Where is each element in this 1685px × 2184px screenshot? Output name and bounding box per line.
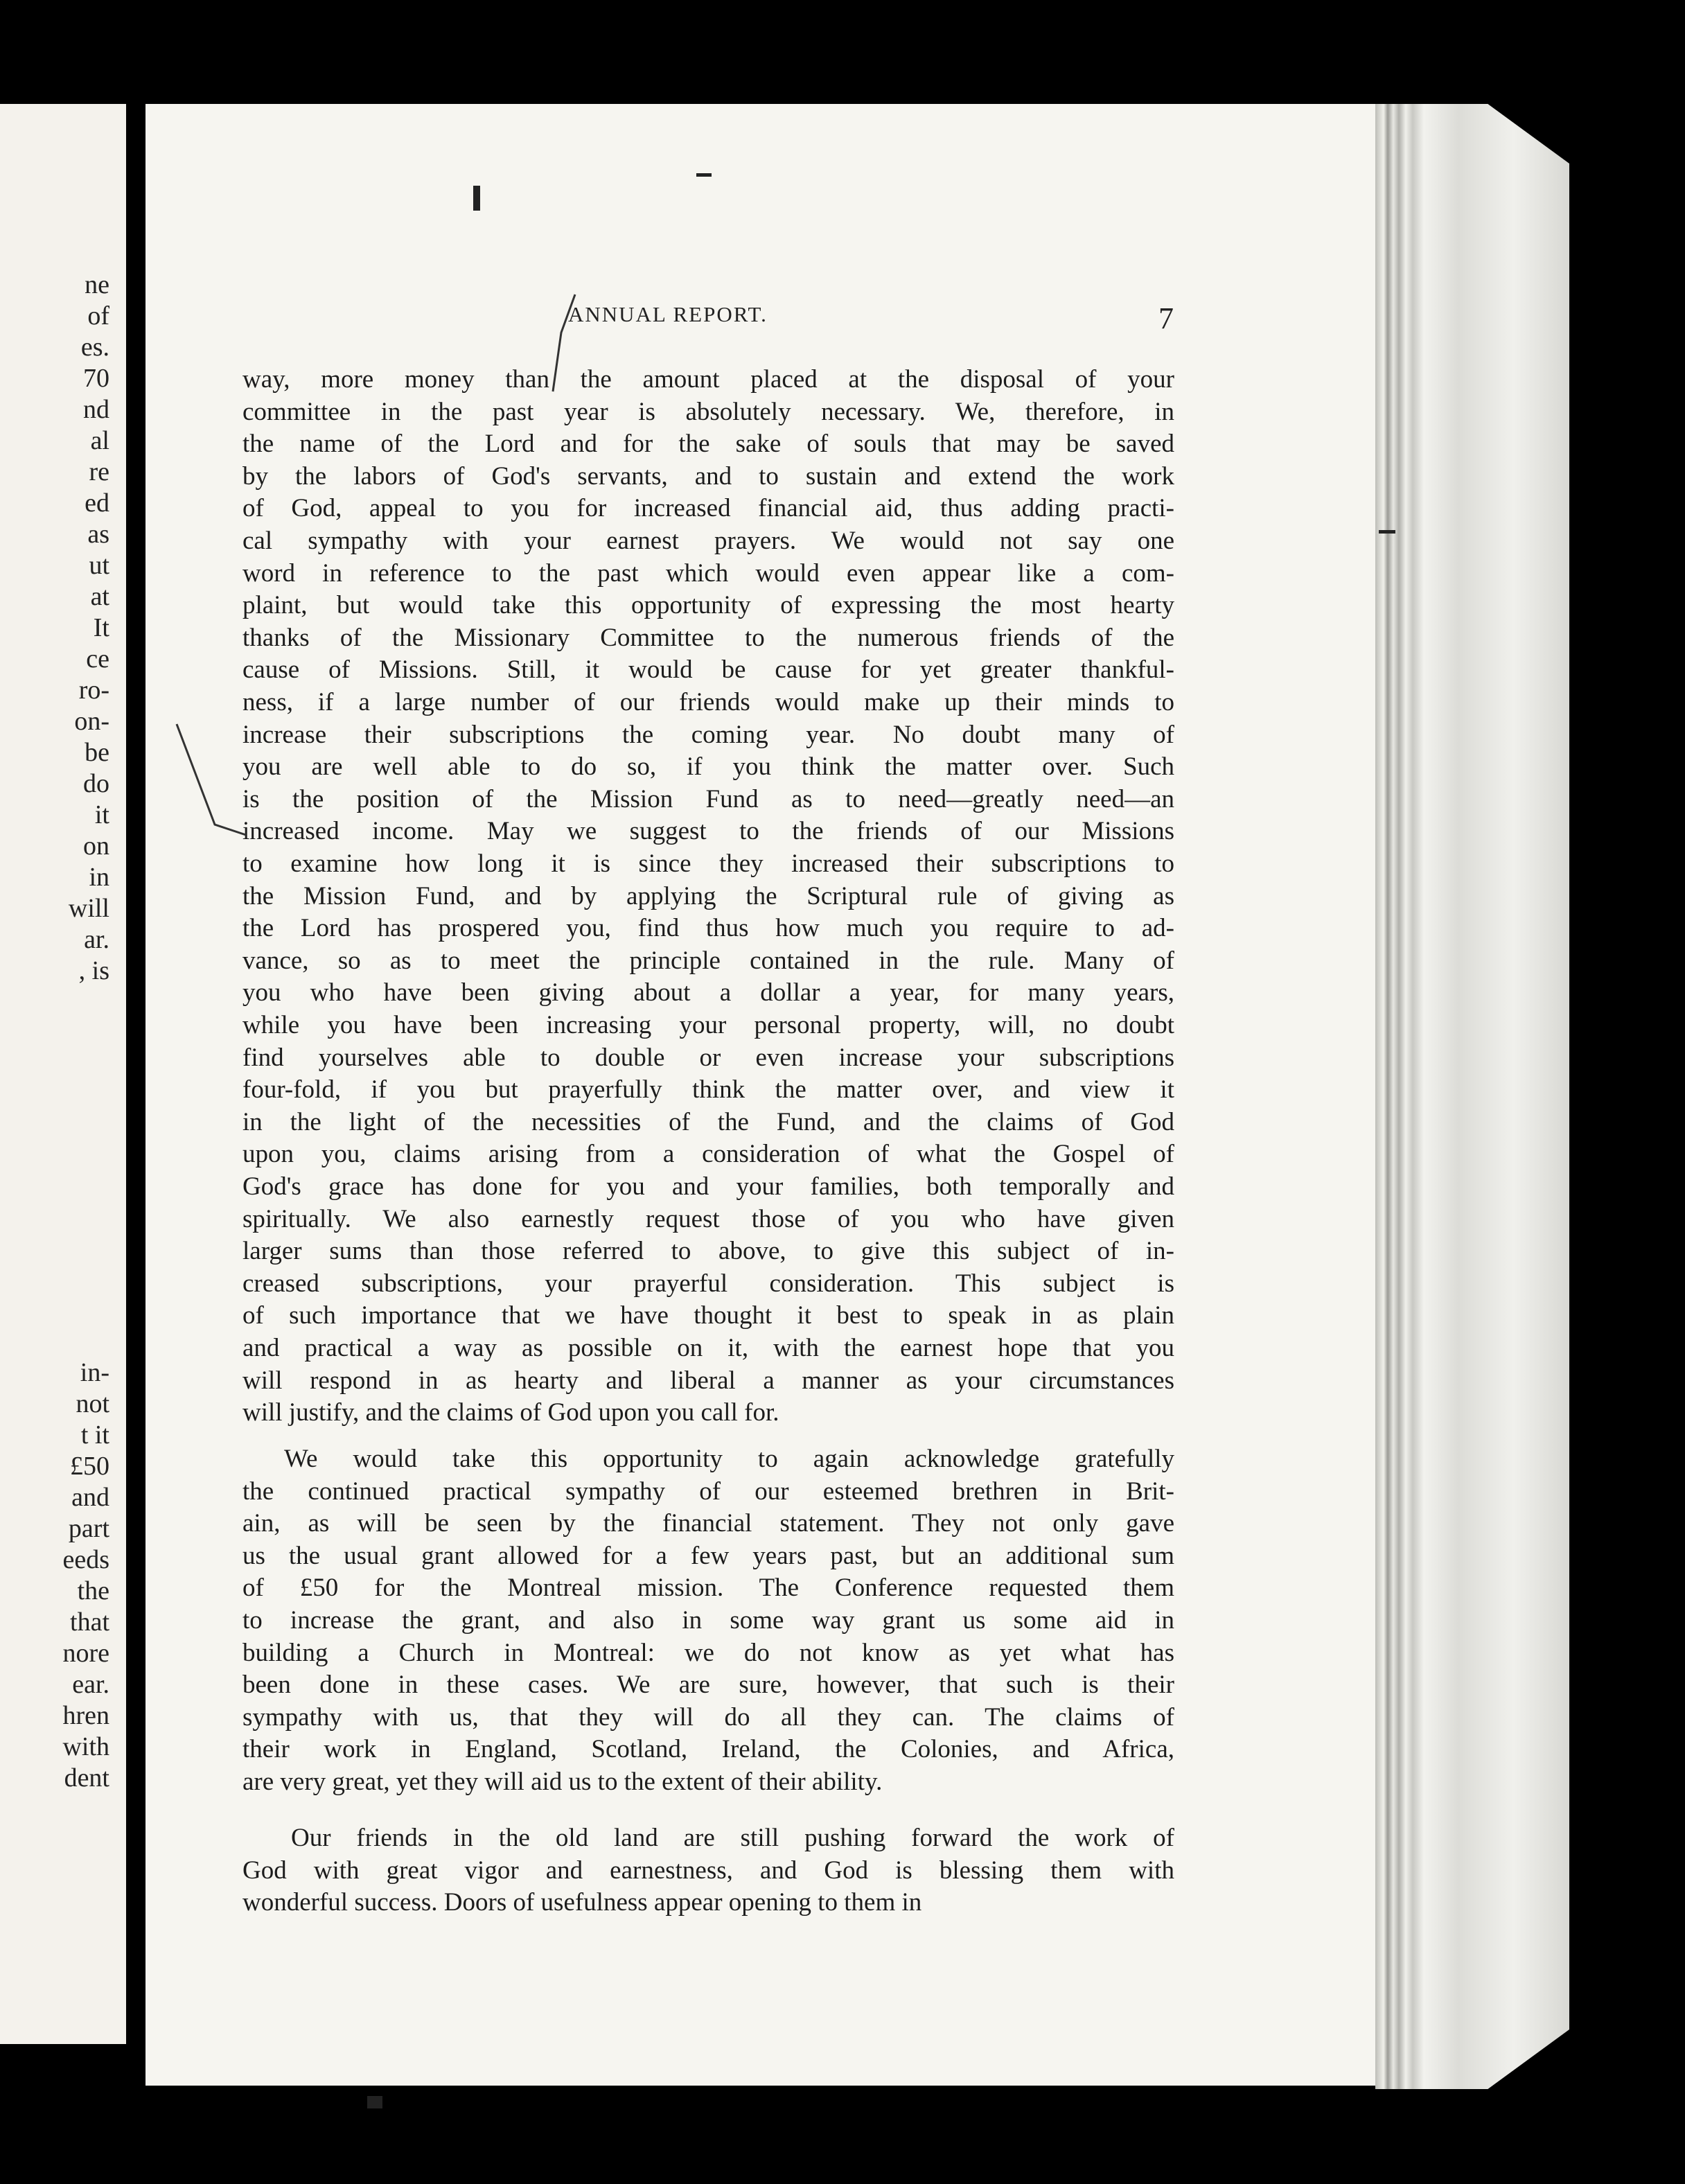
text-line: find yourselves able to double or even increase your subscriptions: [242, 1043, 1174, 1072]
book-gutter: [126, 97, 145, 2037]
text-line: way, more money than the amount placed at the disposal of your: [242, 365, 1174, 394]
fragment-line: re: [89, 457, 109, 486]
fragment-line: t it: [80, 1420, 109, 1450]
text-line: word in reference to the past which would even appear like a com-: [242, 558, 1174, 588]
fragment-line: dent: [64, 1763, 109, 1793]
fragment-line: not: [76, 1389, 109, 1418]
text-line: of God, appeal to you for increased financial aid, thus adding practi-: [242, 494, 1174, 523]
ink-mark: [696, 173, 712, 177]
text-line: wonderful success. Doors of usefulness appear opening to them in: [242, 1888, 922, 1917]
text-line: been done in these cases. We are sure, however, that such is their: [242, 1671, 1174, 1700]
text-line: the Lord has prospered you, find thus how much you require to ad-: [242, 914, 1174, 943]
fragment-line: al: [90, 426, 109, 455]
fragment-line: £50: [70, 1452, 109, 1481]
fragment-line: will: [68, 894, 109, 923]
text-line: larger sums than those referred to above, to give this subject of in-: [242, 1237, 1174, 1266]
text-line: of £50 for the Montreal mission. The Conference requested them: [242, 1574, 1174, 1603]
text-line: ness, if a large number of our friends would make up their minds to: [242, 688, 1174, 716]
text-line: the continued practical sympathy of our esteemed brethren in Brit-: [242, 1477, 1174, 1506]
text-line: ain, as will be seen by the financial statement. They not only gave: [242, 1509, 1174, 1538]
text-line: of such importance that we have thought it best to speak in as plain: [242, 1301, 1174, 1330]
fragment-line: on: [83, 831, 109, 861]
ink-mark: [473, 186, 480, 211]
fragment-line: on-: [74, 707, 109, 736]
fragment-line: It: [93, 613, 109, 642]
fragment-line: it: [94, 800, 109, 829]
text-line: the name of the Lord and for the sake of souls that may be saved: [242, 430, 1174, 459]
text-line: you are well able to do so, if you think the matter over. Such: [242, 752, 1174, 782]
text-line: their work in England, Scotland, Ireland, the Colonies, and Africa,: [242, 1735, 1174, 1764]
fragment-line: es.: [80, 333, 109, 362]
header-pencil-mark: [547, 291, 582, 395]
text-line: while you have been increasing your personal property, will, no doubt: [242, 1011, 1174, 1039]
text-line: to examine how long it is since they increased their subscriptions to: [242, 849, 1174, 878]
text-line: thanks of the Missionary Committee to the numerous friends of the: [242, 623, 1174, 652]
fragment-line: ro-: [78, 676, 109, 705]
text-line: creased subscriptions, your prayerful consideration. This subject is: [242, 1269, 1174, 1298]
fragment-line: 70: [83, 364, 109, 393]
text-line: sympathy with us, that they will do all they can. The claims of: [242, 1702, 1174, 1732]
text-line: in the light of the necessities of the Fund, and the claims of God: [242, 1107, 1174, 1136]
fragment-line: nd: [83, 395, 109, 424]
text-line: cal sympathy with your earnest prayers. We would not say one: [242, 527, 1174, 555]
fragment-line: nore: [62, 1639, 109, 1668]
text-line: the Mission Fund, and by applying the Scriptural rule of giving as: [242, 881, 1174, 910]
fragment-line: , is: [78, 956, 109, 985]
text-line: building a Church in Montreal: we do not know as yet what has: [242, 1638, 1174, 1667]
text-line: Our friends in the old land are still pushing forward the work of: [291, 1824, 1174, 1852]
fragment-line: in: [89, 863, 109, 892]
fragment-line: and: [71, 1483, 109, 1512]
fragment-line: as: [87, 520, 109, 549]
fragment-line: of: [87, 301, 109, 331]
text-line: plaint, but would take this opportunity of expressing the most hearty: [242, 591, 1174, 620]
ink-mark: [1379, 530, 1395, 534]
text-line: you who have been giving about a dollar a year, for many years,: [242, 978, 1174, 1007]
fragment-line: part: [68, 1514, 109, 1543]
running-head: ANNUAL REPORT.: [568, 302, 768, 326]
text-line: are very great, yet they will aid us to the extent of their ability.: [242, 1768, 883, 1796]
text-line: by the labors of God's servants, and to sustain and extend the work: [242, 461, 1174, 491]
fragment-line: in-: [80, 1358, 109, 1387]
fragment-line: that: [70, 1608, 109, 1637]
text-line: vance, so as to meet the principle contained in the rule. Many of: [242, 946, 1174, 975]
text-line: upon you, claims arising from a consideration of what the Gospel of: [242, 1140, 1174, 1169]
text-line: committee in the past year is absolutely necessary. We, therefore, in: [242, 397, 1174, 426]
fragment-line: do: [83, 769, 109, 798]
text-line: We would take this opportunity to again acknowledge gratefully: [284, 1445, 1174, 1473]
fragment-line: ce: [86, 644, 109, 673]
text-line: will justify, and the claims of God upon you call for.: [242, 1398, 779, 1427]
fragment-line: ne: [85, 270, 109, 299]
text-line: four-fold, if you but prayerfully think the matter over, and view it: [242, 1075, 1174, 1104]
margin-pencil-mark: [173, 721, 249, 845]
fragment-line: hren: [62, 1701, 109, 1730]
text-line: to increase the grant, and also in some way grant us some aid in: [242, 1606, 1174, 1635]
fragment-line: ear.: [72, 1670, 109, 1699]
previous-page-fragment: [0, 104, 126, 2044]
text-line: cause of Missions. Still, it would be cause for yet greater thankful-: [242, 655, 1174, 685]
text-line: will respond in as hearty and liberal a manner as your circumstances: [242, 1366, 1174, 1395]
fragment-line: eeds: [62, 1545, 109, 1574]
text-line: increased income. May we suggest to the friends of our Missions: [242, 817, 1174, 846]
fragment-line: ed: [85, 488, 109, 518]
text-line: increase their subscriptions the coming year. No doubt many of: [242, 720, 1174, 749]
text-line: God's grace has done for you and your families, both temporally and: [242, 1172, 1174, 1201]
text-line: us the usual grant allowed for a few years past, but an additional sum: [242, 1541, 1174, 1570]
text-line: is the position of the Mission Fund as to need—greatly need—an: [242, 784, 1174, 813]
ink-mark: [367, 2096, 382, 2108]
text-line: and practical a way as possible on it, with the earnest hope that you: [242, 1334, 1174, 1362]
page-edges: [1375, 104, 1569, 2089]
fragment-line: at: [90, 582, 109, 611]
fragment-line: ar.: [84, 925, 109, 954]
text-line: God with great vigor and earnestness, and God is blessing them with: [242, 1856, 1174, 1885]
fragment-line: the: [77, 1576, 109, 1605]
fragment-line: be: [85, 738, 109, 767]
fragment-line: with: [62, 1732, 109, 1761]
text-line: spiritually. We also earnestly request those of you who have given: [242, 1204, 1174, 1233]
page-number: 7: [1158, 301, 1174, 335]
fragment-line: ut: [89, 551, 109, 580]
